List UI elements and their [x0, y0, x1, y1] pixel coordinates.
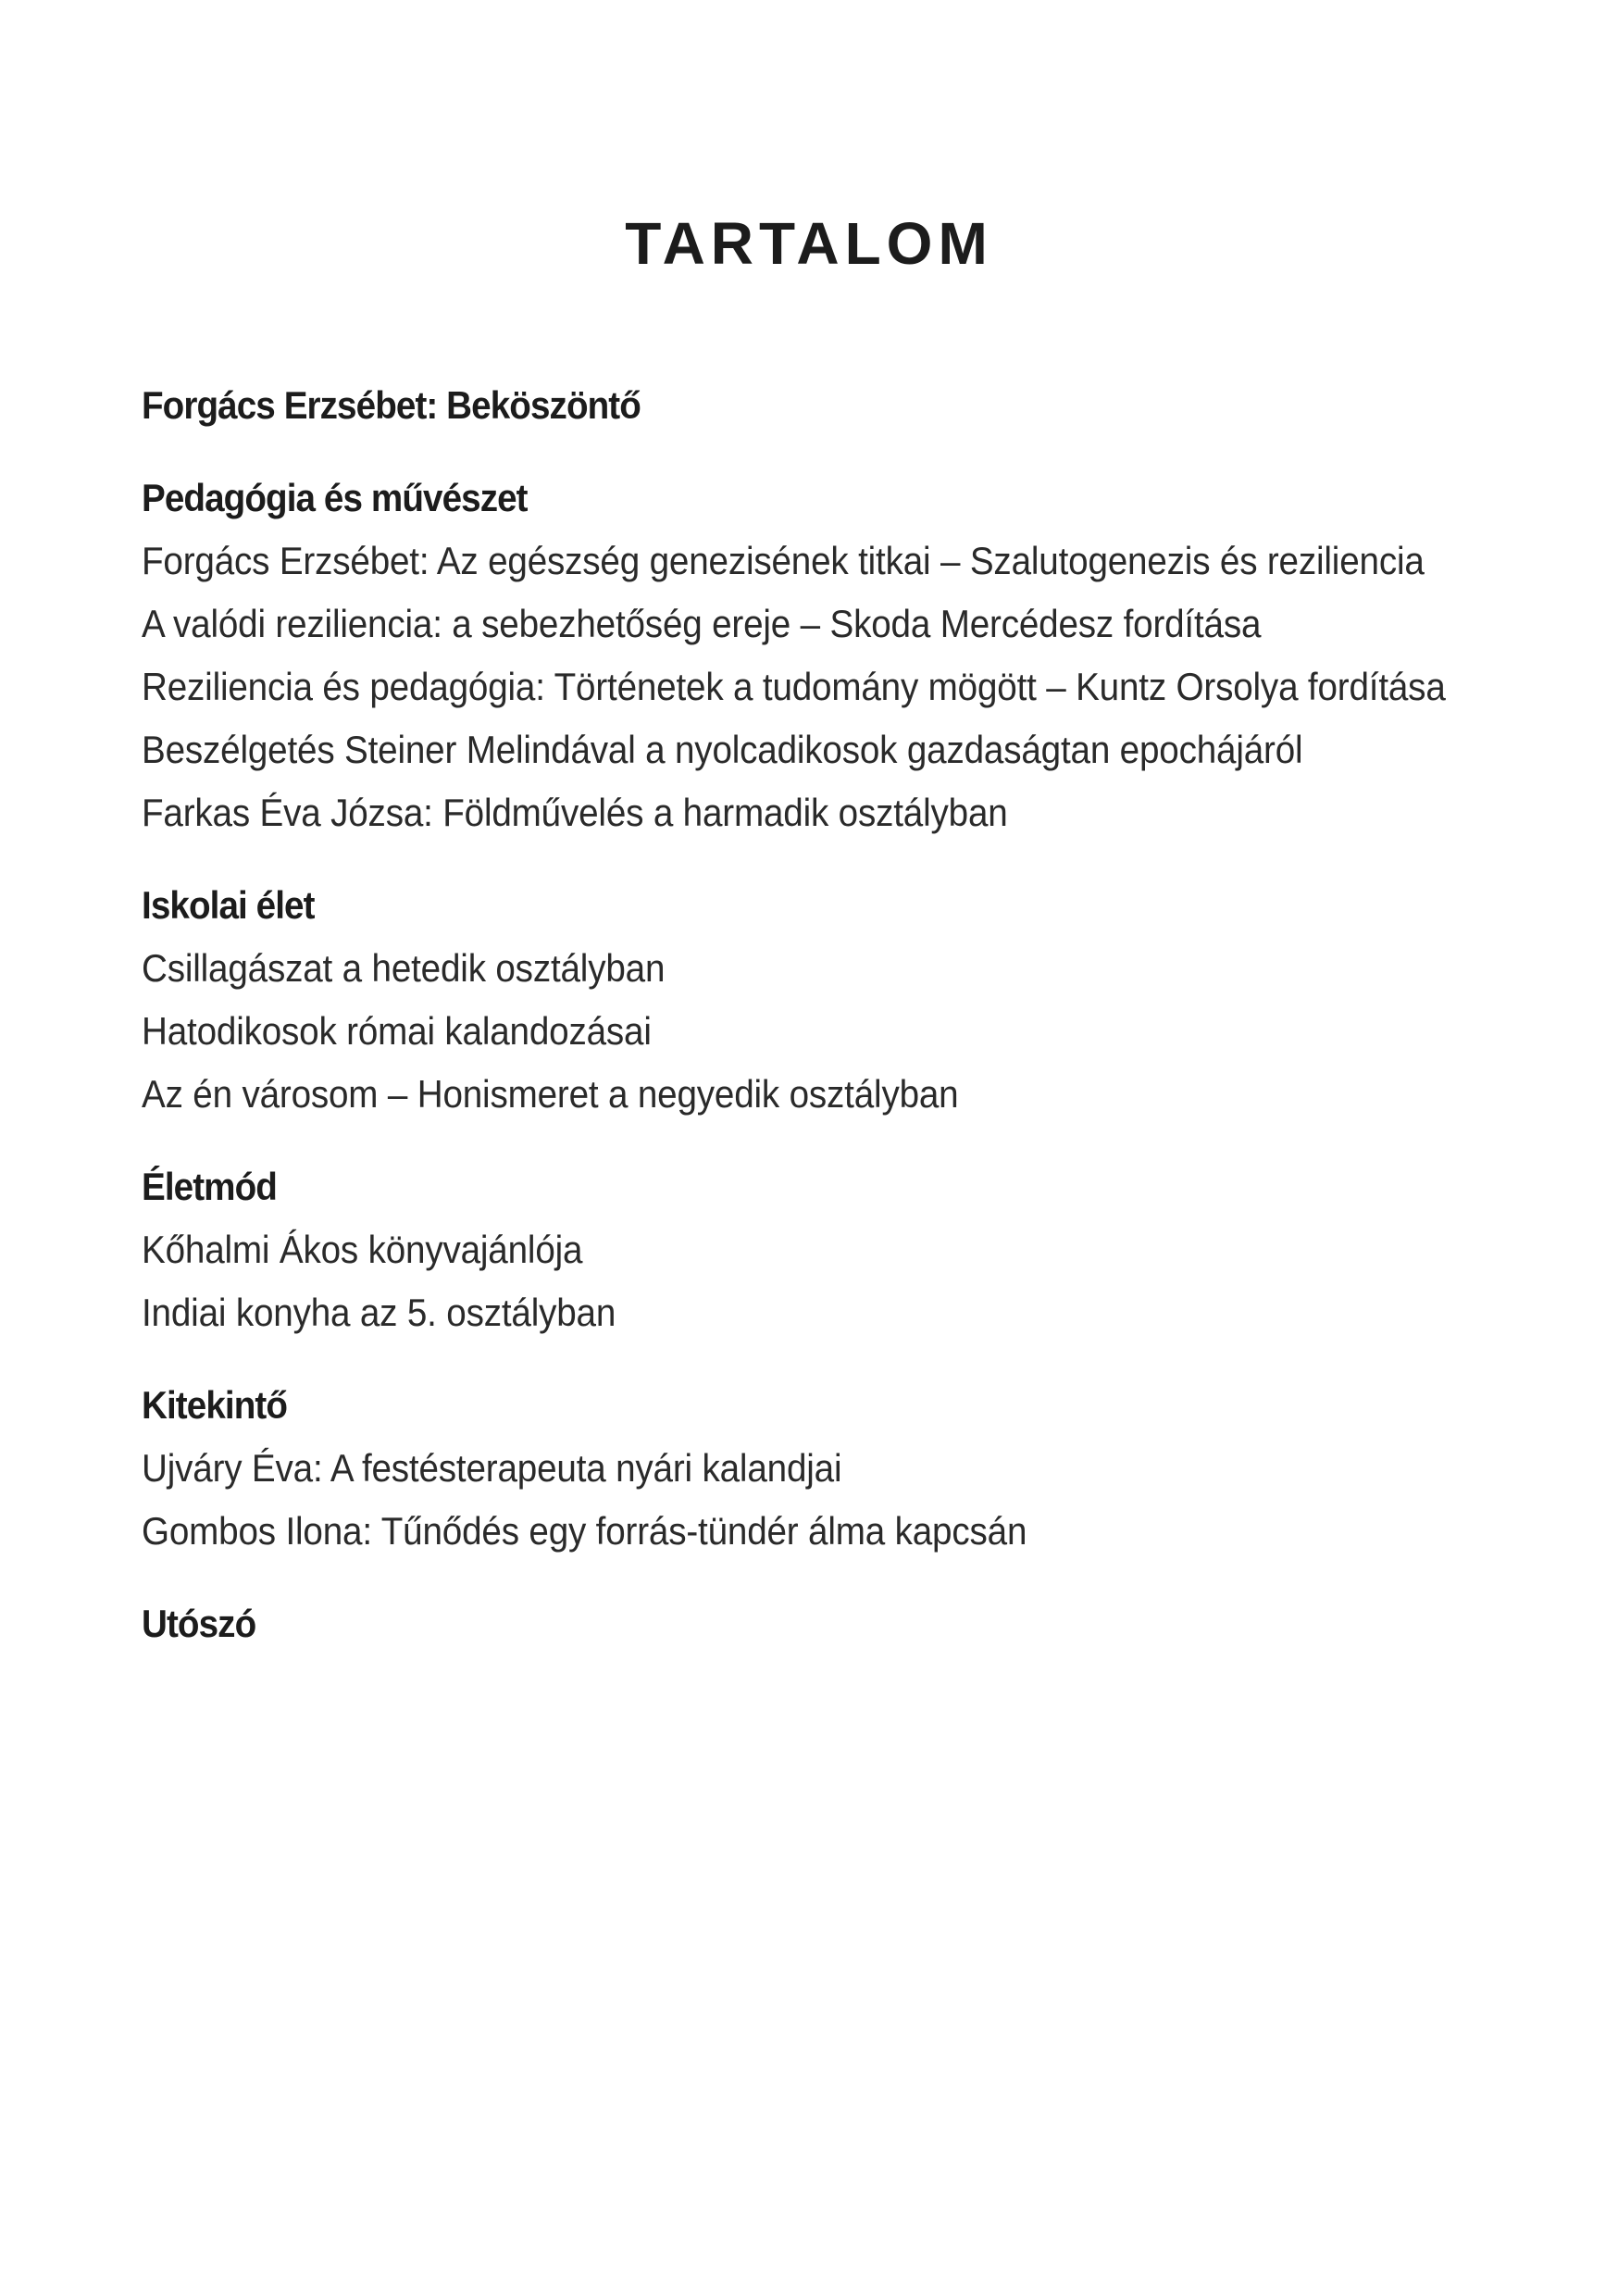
- toc-item: Forgács Erzsébet: Az egészség genezisének titkai – Szalutogenezis és reziliencia: [142, 539, 1425, 582]
- toc-item: Farkas Éva Józsa: Földművelés a harmadik osztályban: [142, 791, 1008, 834]
- toc-entry-bekoszonto: Forgács Erzsébet: Beköszöntő: [142, 383, 641, 427]
- toc-section-heading-eletmod: Életmód: [142, 1165, 277, 1208]
- toc-item: A valódi reziliencia: a sebezhetőség ereje – Skoda Mercédesz fordítása: [142, 602, 1262, 645]
- toc-item: Csillagászat a hetedik osztályban: [142, 946, 666, 990]
- toc-section-heading-utoszo: Utószó: [142, 1602, 256, 1645]
- toc-item: Hatodikosok római kalandozásai: [142, 1009, 652, 1053]
- toc-item: Gombos Ilona: Tűnődés egy forrás-tündér álma kapcsán: [142, 1509, 1027, 1553]
- toc-item: Ujváry Éva: A festésterapeuta nyári kalandjai: [142, 1446, 842, 1490]
- table-of-contents: [142, 374, 1573, 1655]
- toc-section-heading-pedagogia-es-muveszet: Pedagógia és művészet: [142, 476, 528, 519]
- toc-section-heading-kitekinto: Kitekintő: [142, 1383, 288, 1427]
- toc-item: Az én városom – Honismeret a negyedik osztályban: [142, 1072, 959, 1116]
- toc-section-heading-iskolai-elet: Iskolai élet: [142, 883, 315, 927]
- toc-item: Beszélgetés Steiner Melindával a nyolcadikosok gazdaságtan epochájáról: [142, 728, 1303, 771]
- toc-item: Reziliencia és pedagógia: Történetek a tudomány mögött – Kuntz Orsolya fordítása: [142, 665, 1446, 708]
- page-title: TARTALOM: [625, 210, 993, 277]
- toc-item: Kőhalmi Ákos könyvajánlója: [142, 1228, 583, 1271]
- toc-item: Indiai konyha az 5. osztályban: [142, 1291, 616, 1334]
